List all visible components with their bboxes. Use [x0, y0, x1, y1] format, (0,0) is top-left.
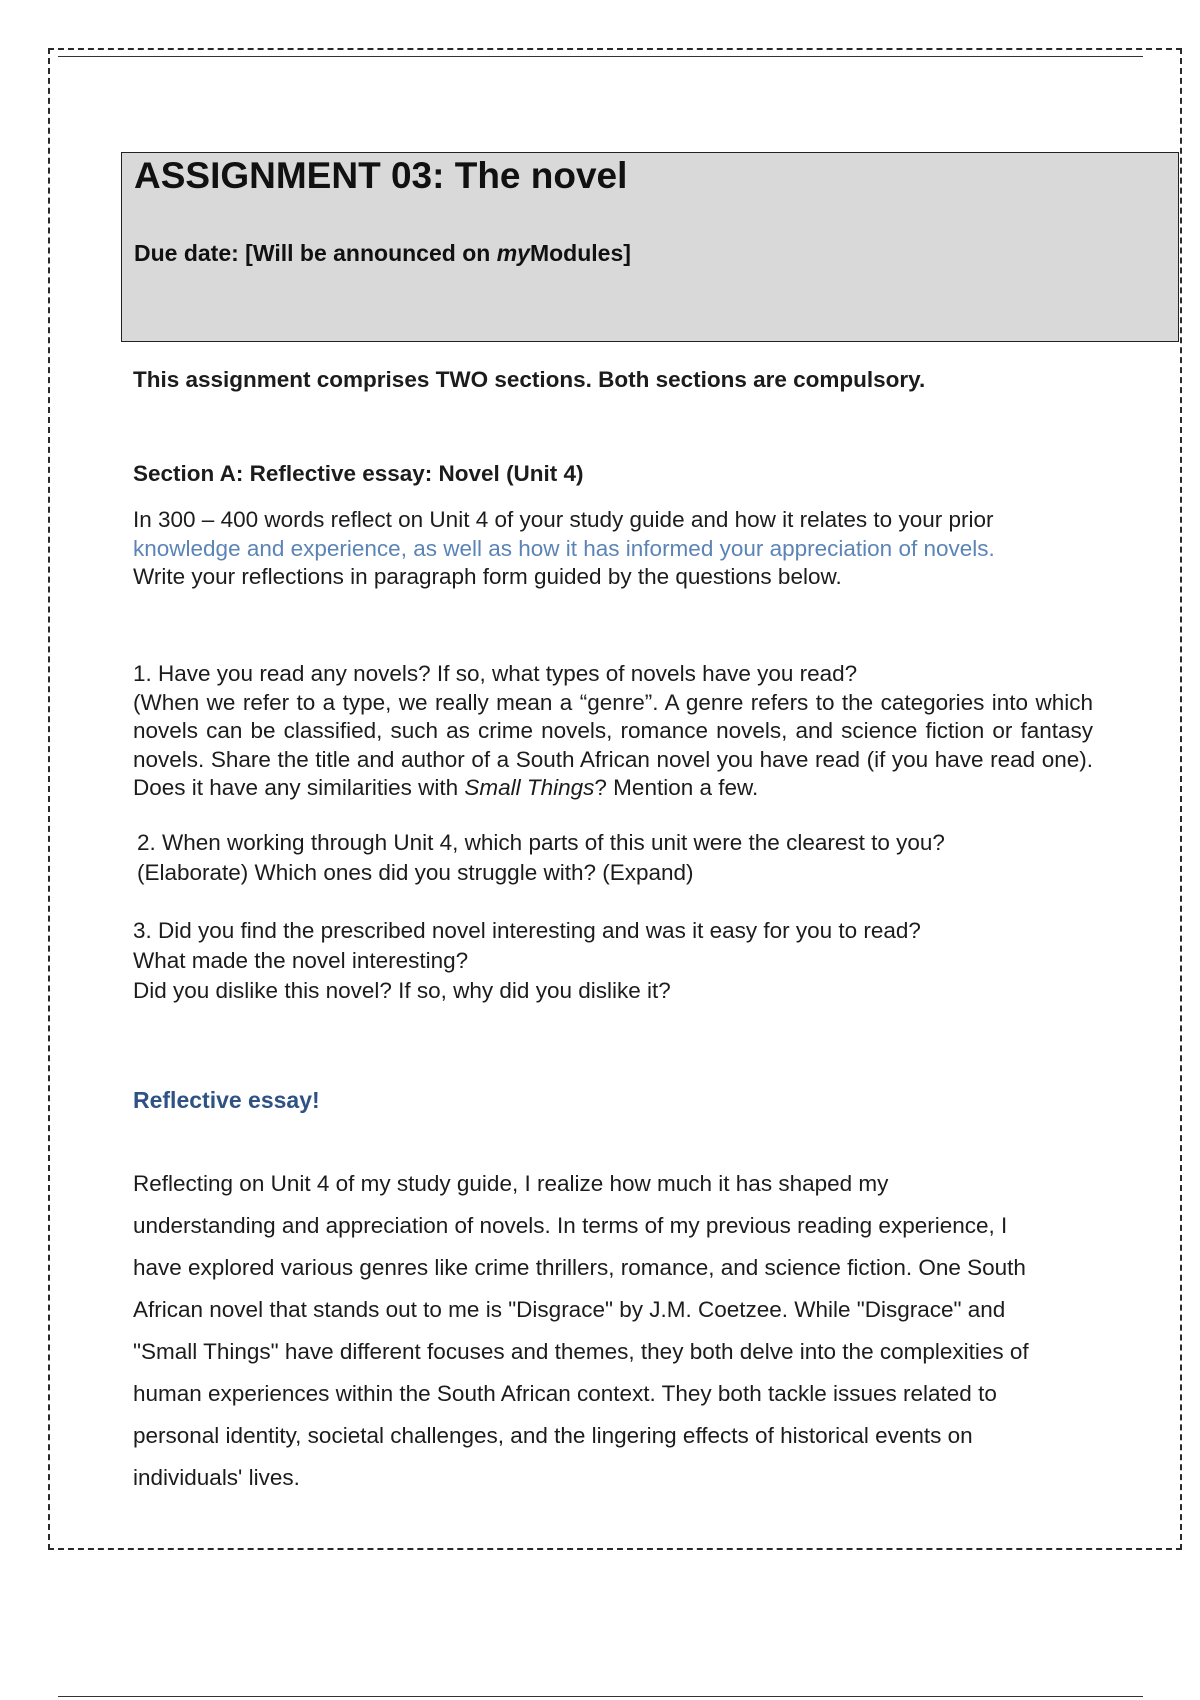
section-a-instructions [133, 506, 1093, 592]
essay-line: Reflecting on Unit 4 of my study guide, I realize how much it has shaped my [133, 1171, 889, 1196]
essay-line: personal identity, societal challenges, and the lingering effects of historical events on [133, 1423, 973, 1448]
essay-line: understanding and appreciation of novels. In terms of my previous reading experience, I [133, 1213, 1008, 1238]
essay-line: individuals' lives. [133, 1465, 300, 1490]
footer-rule [58, 1696, 1143, 1697]
question-3-line-2: What made the novel interesting? [133, 948, 469, 973]
question-3-line-1: 3. Did you find the prescribed novel interesting and was it easy for you to read? [133, 918, 921, 943]
question-1-end: ? Mention a few. [594, 775, 759, 800]
due-date-italic: my [496, 240, 530, 266]
top-rule [58, 56, 1143, 57]
intro-statement: This assignment comprises TWO sections. Both sections are compulsory. [133, 367, 926, 392]
essay-line: "Small Things" have different focuses and themes, they both delve into the complexities of [133, 1339, 1029, 1364]
question-3-line-3: Did you dislike this novel? If so, why did you dislike it? [133, 978, 671, 1003]
question-2: 2. When working through Unit 4, which parts of this unit were the clearest to you? (Elaborate) Which ones did you struggle with? (Expand) [137, 830, 945, 885]
question-1 [133, 660, 1093, 803]
question-1-body: (When we refer to a type, we really mean a “genre”. A genre refers to the categories into which novels can be classified, such as crime novels, romance novels, and science fiction or fantasy novels. Share the title and author of a South African novel you have read (if you have read one). Does it have any similarities with [133, 689, 1093, 800]
instruction-line-1: In 300 – 400 words reflect on Unit 4 of your study guide and how it relates to your prior [133, 507, 994, 532]
question-3 [133, 916, 1093, 1006]
question-1-italic: Small Things [464, 775, 595, 800]
due-date-prefix: Due date: [Will be announced on [134, 240, 497, 266]
essay-line: African novel that stands out to me is "Disgrace" by J.M. Coetzee. While "Disgrace" and [133, 1297, 1006, 1322]
due-date-suffix: Modules] [529, 240, 631, 266]
essay-line: human experiences within the South African context. They both tackle issues related to [133, 1381, 997, 1406]
essay-line: have explored various genres like crime thrillers, romance, and science fiction. One South [133, 1255, 1026, 1280]
essay-body [133, 1163, 1093, 1499]
instruction-line-3: Write your reflections in paragraph form guided by the questions below. [133, 564, 842, 589]
essay-heading: Reflective essay! [133, 1087, 320, 1113]
section-a-heading: Section A: Reflective essay: Novel (Unit 4) [133, 461, 584, 486]
title-box [121, 152, 1179, 342]
due-date [134, 240, 631, 267]
assignment-title: ASSIGNMENT 03: The novel [134, 155, 628, 196]
instruction-line-2: knowledge and experience, as well as how it has informed your appreciation of novels. [133, 535, 995, 561]
question-1-title: 1. Have you read any novels? If so, what types of novels have you read? [133, 661, 858, 686]
